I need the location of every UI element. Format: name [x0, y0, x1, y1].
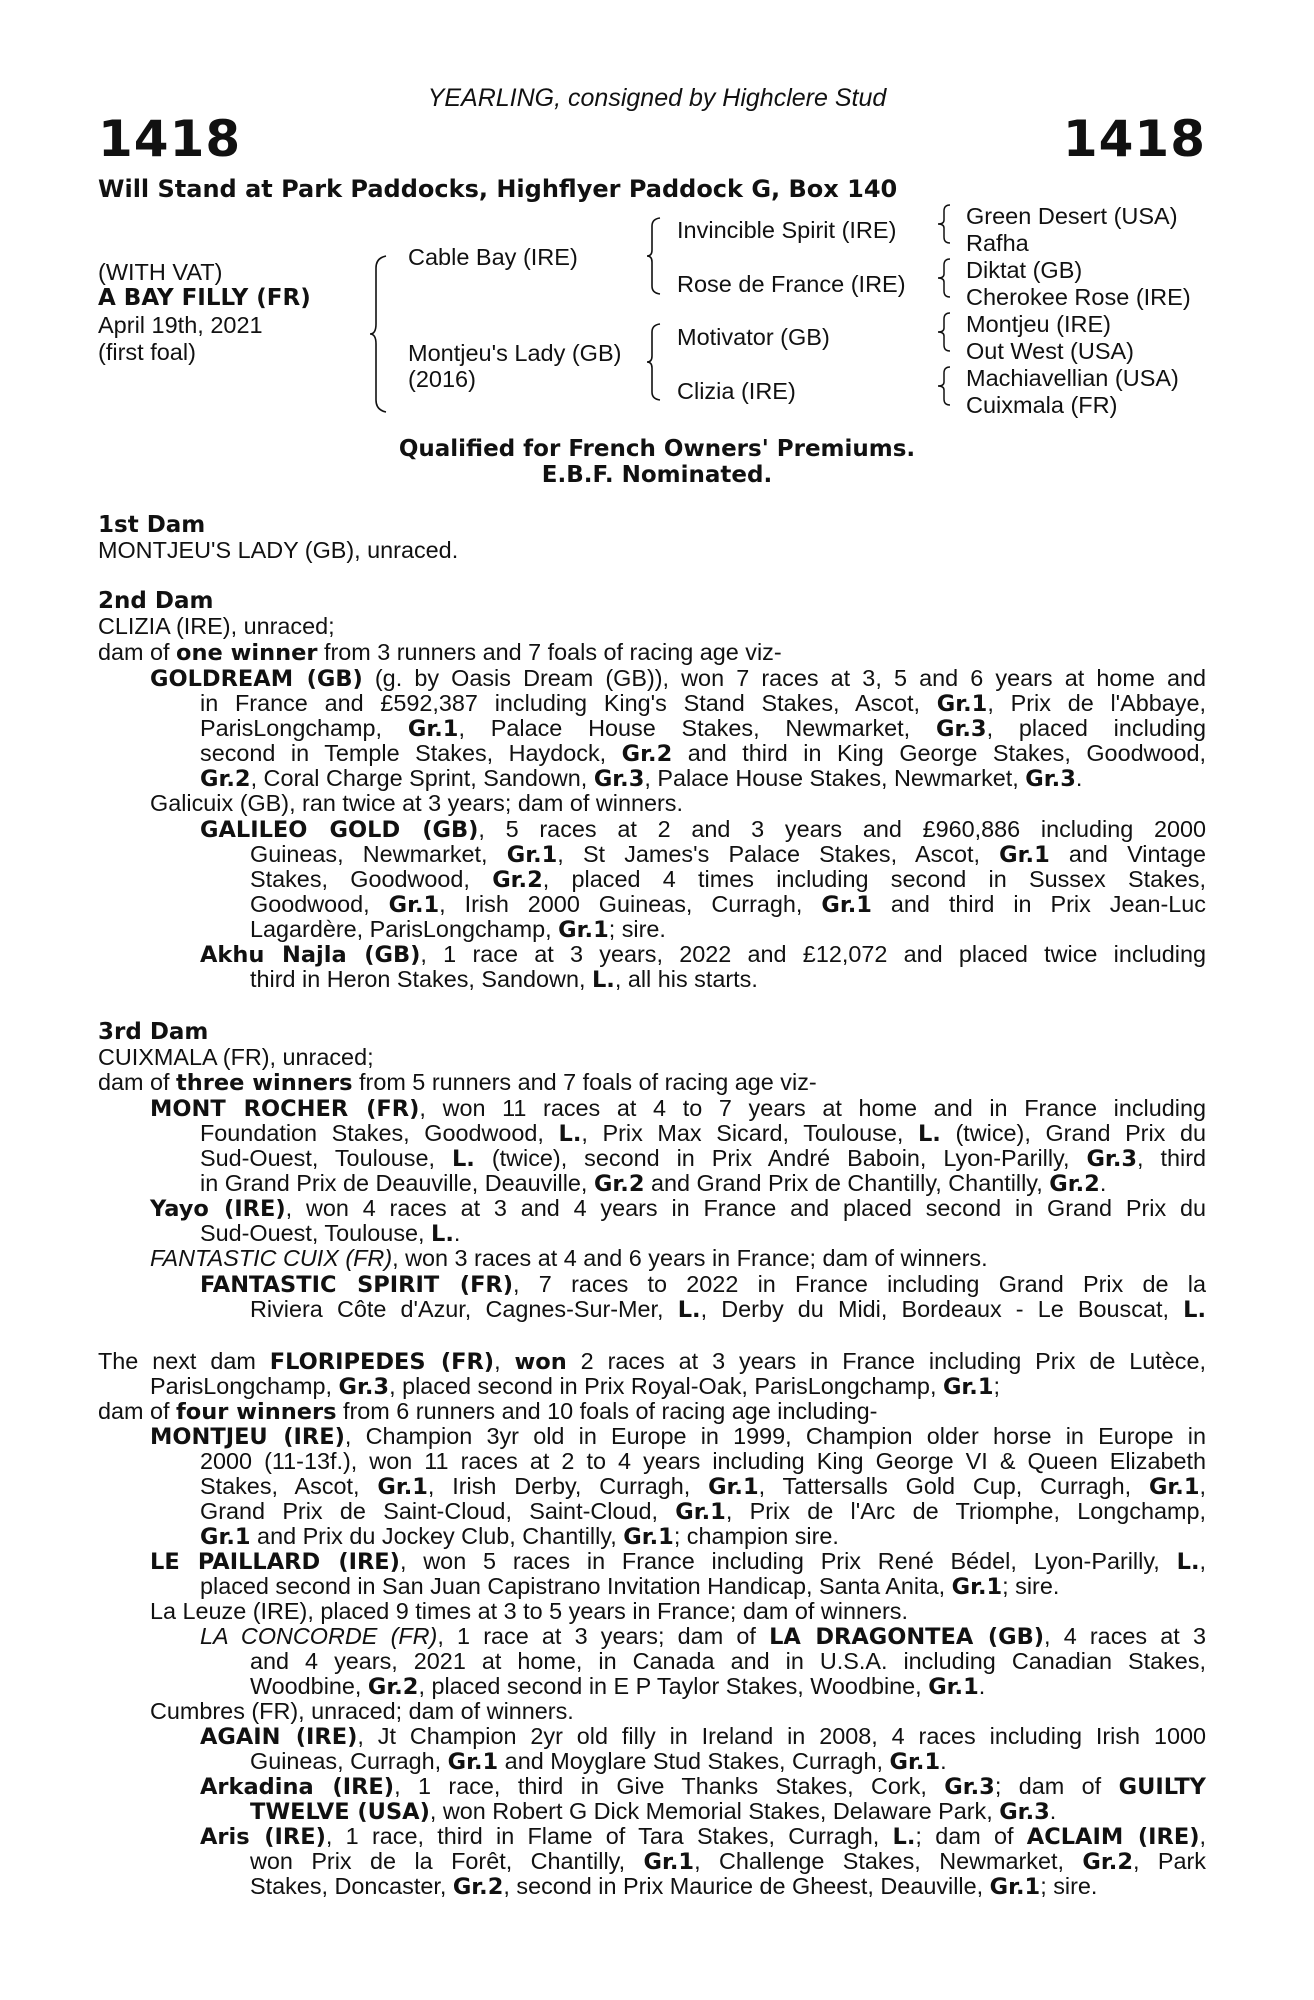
fantastic-spirit-line-1: FANTASTIC SPIRIT (FR), 7 races to 2022 in France including Grand Prix de la	[200, 1271, 1206, 1298]
la-leuze-line: La Leuze (IRE), placed 9 times at 3 to 5 years in France; dam of winners.	[150, 1598, 908, 1624]
aris-line-3: Stakes, Doncaster, Gr.2, second in Prix Maurice de Gheest, Deauville, Gr.1; sire.	[250, 1873, 1098, 1900]
ancestor-3: Diktat (GB)	[966, 257, 1083, 283]
arkadina-line-1: Arkadina (IRE), 1 race, third in Give Thanks Stakes, Cork, Gr.3; dam of GUILTY	[200, 1773, 1206, 1800]
pedigree-bracket-g56	[938, 311, 952, 353]
qualifier-owners-premiums: Qualified for French Owners' Premiums.	[398, 436, 916, 462]
dam-name: Montjeu's Lady (GB)	[408, 340, 622, 366]
ancestor-5: Montjeu (IRE)	[966, 311, 1111, 337]
aris-line-2: won Prix de la Forêt, Chantilly, Gr.1, Challenge Stakes, Newmarket, Gr.2, Park	[250, 1848, 1207, 1875]
ancestor-1: Green Desert (USA)	[966, 203, 1178, 229]
dam-year: (2016)	[408, 366, 476, 392]
fantastic-spirit-line-2: Riviera Côte d'Azur, Cagnes-Sur-Mer, L., Derby du Midi, Bordeaux - Le Bouscat, L.	[250, 1296, 1206, 1323]
vat-note: (WITH VAT)	[98, 259, 223, 285]
yayo-line-2: Sud-Ouest, Toulouse, L..	[200, 1220, 461, 1247]
again-line-2: Guineas, Curragh, Gr.1 and Moyglare Stud Stakes, Curragh, Gr.1.	[250, 1748, 947, 1775]
fantastic-cuix-line: FANTASTIC CUIX (FR), won 3 races at 4 and 6 years in France; dam of winners.	[150, 1245, 988, 1271]
galicuix-line: Galicuix (GB), ran twice at 3 years; dam of winners.	[150, 790, 683, 816]
goldream-line-3: ParisLongchamp, Gr.1, Palace House Stakes, Newmarket, Gr.3, placed including	[200, 715, 1206, 742]
sire-name: Cable Bay (IRE)	[408, 244, 578, 270]
la-concorde-line-1: LA CONCORDE (FR), 1 race at 3 years; dam of LA DRAGONTEA (GB), 4 races at 3	[200, 1623, 1206, 1650]
lot-number-right: 1418	[1062, 110, 1206, 168]
montjeu-line-4: Grand Prix de Saint-Cloud, Saint-Cloud, Gr.1, Prix de l'Arc de Triomphe, Longchamp,	[200, 1498, 1206, 1525]
second-dam-summary: dam of one winner from 3 runners and 7 foals of racing age viz-	[98, 639, 782, 666]
ancestor-8: Cuixmala (FR)	[966, 392, 1118, 418]
mont-rocher-line-2: Foundation Stakes, Goodwood, L., Prix Max Sicard, Toulouse, L. (twice), Grand Prix du	[200, 1120, 1206, 1147]
sire-sire: Invincible Spirit (IRE)	[677, 217, 897, 243]
pedigree-bracket-g78	[938, 365, 952, 407]
pedigree-bracket-sire	[648, 216, 664, 296]
montjeu-line-3: Stakes, Ascot, Gr.1, Irish Derby, Curragh, Gr.1, Tattersalls Gold Cup, Curragh, Gr.1,	[200, 1473, 1206, 1500]
montjeu-line-1: MONTJEU (IRE), Champion 3yr old in Europe in 1999, Champion older horse in Europe in	[150, 1423, 1206, 1450]
goldream-line-1: GOLDREAM (GB) (g. by Oasis Dream (GB)), won 7 races at 3, 5 and 6 years at home and	[150, 665, 1206, 692]
second-dam-heading: 2nd Dam	[98, 588, 214, 614]
la-concorde-line-2: and 4 years, 2021 at home, in Canada and in U.S.A. including Canadian Stakes,	[250, 1648, 1206, 1674]
ancestor-2: Rafha	[966, 230, 1029, 256]
le-paillard-line-1: LE PAILLARD (IRE), won 5 races in France including Prix René Bédel, Lyon-Parilly, L.,	[150, 1548, 1207, 1575]
le-paillard-line-2: placed second in San Juan Capistrano Invitation Handicap, Santa Anita, Gr.1; sire.	[200, 1573, 1060, 1600]
pedigree-bracket-g12	[938, 203, 952, 245]
third-dam-name: CUIXMALA (FR), unraced;	[98, 1044, 374, 1070]
horse-name: A BAY FILLY (FR)	[98, 285, 311, 311]
ancestor-6: Out West (USA)	[966, 338, 1135, 364]
goldream-line-2: in France and £592,387 including King's Stand Stakes, Ascot, Gr.1, Prix de l'Abbaye,	[200, 690, 1206, 717]
mont-rocher-line-3: Sud-Ouest, Toulouse, L. (twice), second in Prix André Baboin, Lyon-Parilly, Gr.3, third	[200, 1145, 1207, 1172]
montjeu-line-2: 2000 (11-13f.), won 11 races at 2 to 4 years including King George VI & Queen Elizabeth	[200, 1448, 1206, 1474]
yayo-line-1: Yayo (IRE), won 4 races at 3 and 4 years in France and placed second in Grand Prix du	[150, 1195, 1206, 1222]
pedigree-bracket-dam	[648, 322, 664, 402]
qualifier-ebf: E.B.F. Nominated.	[541, 462, 773, 488]
third-dam-summary: dam of three winners from 5 runners and 7 foals of racing age viz-	[98, 1069, 817, 1096]
cumbres-line: Cumbres (FR), unraced; dam of winners.	[150, 1698, 574, 1724]
first-dam-text: MONTJEU'S LADY (GB), unraced.	[98, 537, 459, 563]
lot-number-left: 1418	[98, 110, 242, 168]
pedigree-bracket-g34	[938, 257, 952, 299]
first-dam-heading: 1st Dam	[98, 512, 206, 538]
akhu-line-2: third in Heron Stakes, Sandown, L., all his starts.	[250, 966, 758, 993]
mont-rocher-line-4: in Grand Prix de Deauville, Deauville, Gr.2 and Grand Prix de Chantilly, Chantilly, Gr.2.	[200, 1170, 1107, 1197]
dam-dam: Clizia (IRE)	[677, 378, 796, 404]
galileo-line-5: Lagardère, ParisLongchamp, Gr.1; sire.	[250, 916, 666, 943]
goldream-line-5: Gr.2, Coral Charge Sprint, Sandown, Gr.3, Palace House Stakes, Newmarket, Gr.3.	[200, 765, 1083, 792]
montjeu-line-5: Gr.1 and Prix du Jockey Club, Chantilly, Gr.1; champion sire.	[200, 1523, 839, 1550]
galileo-line-3: Stakes, Goodwood, Gr.2, placed 4 times including second in Sussex Stakes,	[250, 866, 1206, 893]
mont-rocher-line-1: MONT ROCHER (FR), won 11 races at 4 to 7 years at home and in France including	[150, 1095, 1206, 1122]
arkadina-line-2: TWELVE (USA), won Robert G Dick Memorial Stakes, Delaware Park, Gr.3.	[250, 1798, 1057, 1825]
aris-line-1: Aris (IRE), 1 race, third in Flame of Tara Stakes, Curragh, L.; dam of ACLAIM (IRE),	[200, 1823, 1206, 1850]
foal-note: (first foal)	[98, 339, 196, 365]
la-concorde-line-3: Woodbine, Gr.2, placed second in E P Taylor Stakes, Woodbine, Gr.1.	[250, 1673, 986, 1700]
next-dam-line-3: dam of four winners from 6 runners and 10 foals of racing age including-	[98, 1398, 878, 1425]
second-dam-name: CLIZIA (IRE), unraced;	[98, 613, 335, 639]
pedigree-bracket-main	[372, 254, 392, 414]
galileo-line-1: GALILEO GOLD (GB), 5 races at 2 and 3 years and £960,886 including 2000	[200, 816, 1207, 843]
third-dam-heading: 3rd Dam	[98, 1019, 209, 1045]
stand-location: Will Stand at Park Paddocks, Highflyer Paddock G, Box 140	[98, 175, 898, 203]
akhu-line-1: Akhu Najla (GB), 1 race at 3 years, 2022 and £12,072 and placed twice including	[200, 941, 1206, 968]
sire-dam: Rose de France (IRE)	[677, 271, 906, 297]
catalogue-subtitle: YEARLING, consigned by Highclere Stud	[427, 84, 887, 112]
galileo-line-2: Guineas, Newmarket, Gr.1, St James's Palace Stakes, Ascot, Gr.1 and Vintage	[250, 841, 1206, 868]
next-dam-line-1: The next dam FLORIPEDES (FR), won 2 races at 3 years in France including Prix de Lutèce,	[98, 1348, 1206, 1375]
ancestor-7: Machiavellian (USA)	[966, 365, 1179, 391]
again-line-1: AGAIN (IRE), Jt Champion 2yr old filly in Ireland in 2008, 4 races including Irish 1000	[200, 1723, 1206, 1750]
next-dam-line-2: ParisLongchamp, Gr.3, placed second in Prix Royal-Oak, ParisLongchamp, Gr.1;	[150, 1373, 1001, 1400]
horse-dob: April 19th, 2021	[98, 312, 263, 338]
goldream-line-4: second in Temple Stakes, Haydock, Gr.2 and third in King George Stakes, Goodwood,	[200, 740, 1207, 767]
ancestor-4: Cherokee Rose (IRE)	[966, 284, 1191, 310]
dam-sire: Motivator (GB)	[677, 324, 830, 350]
galileo-line-4: Goodwood, Gr.1, Irish 2000 Guineas, Curragh, Gr.1 and third in Prix Jean-Luc	[250, 891, 1206, 918]
